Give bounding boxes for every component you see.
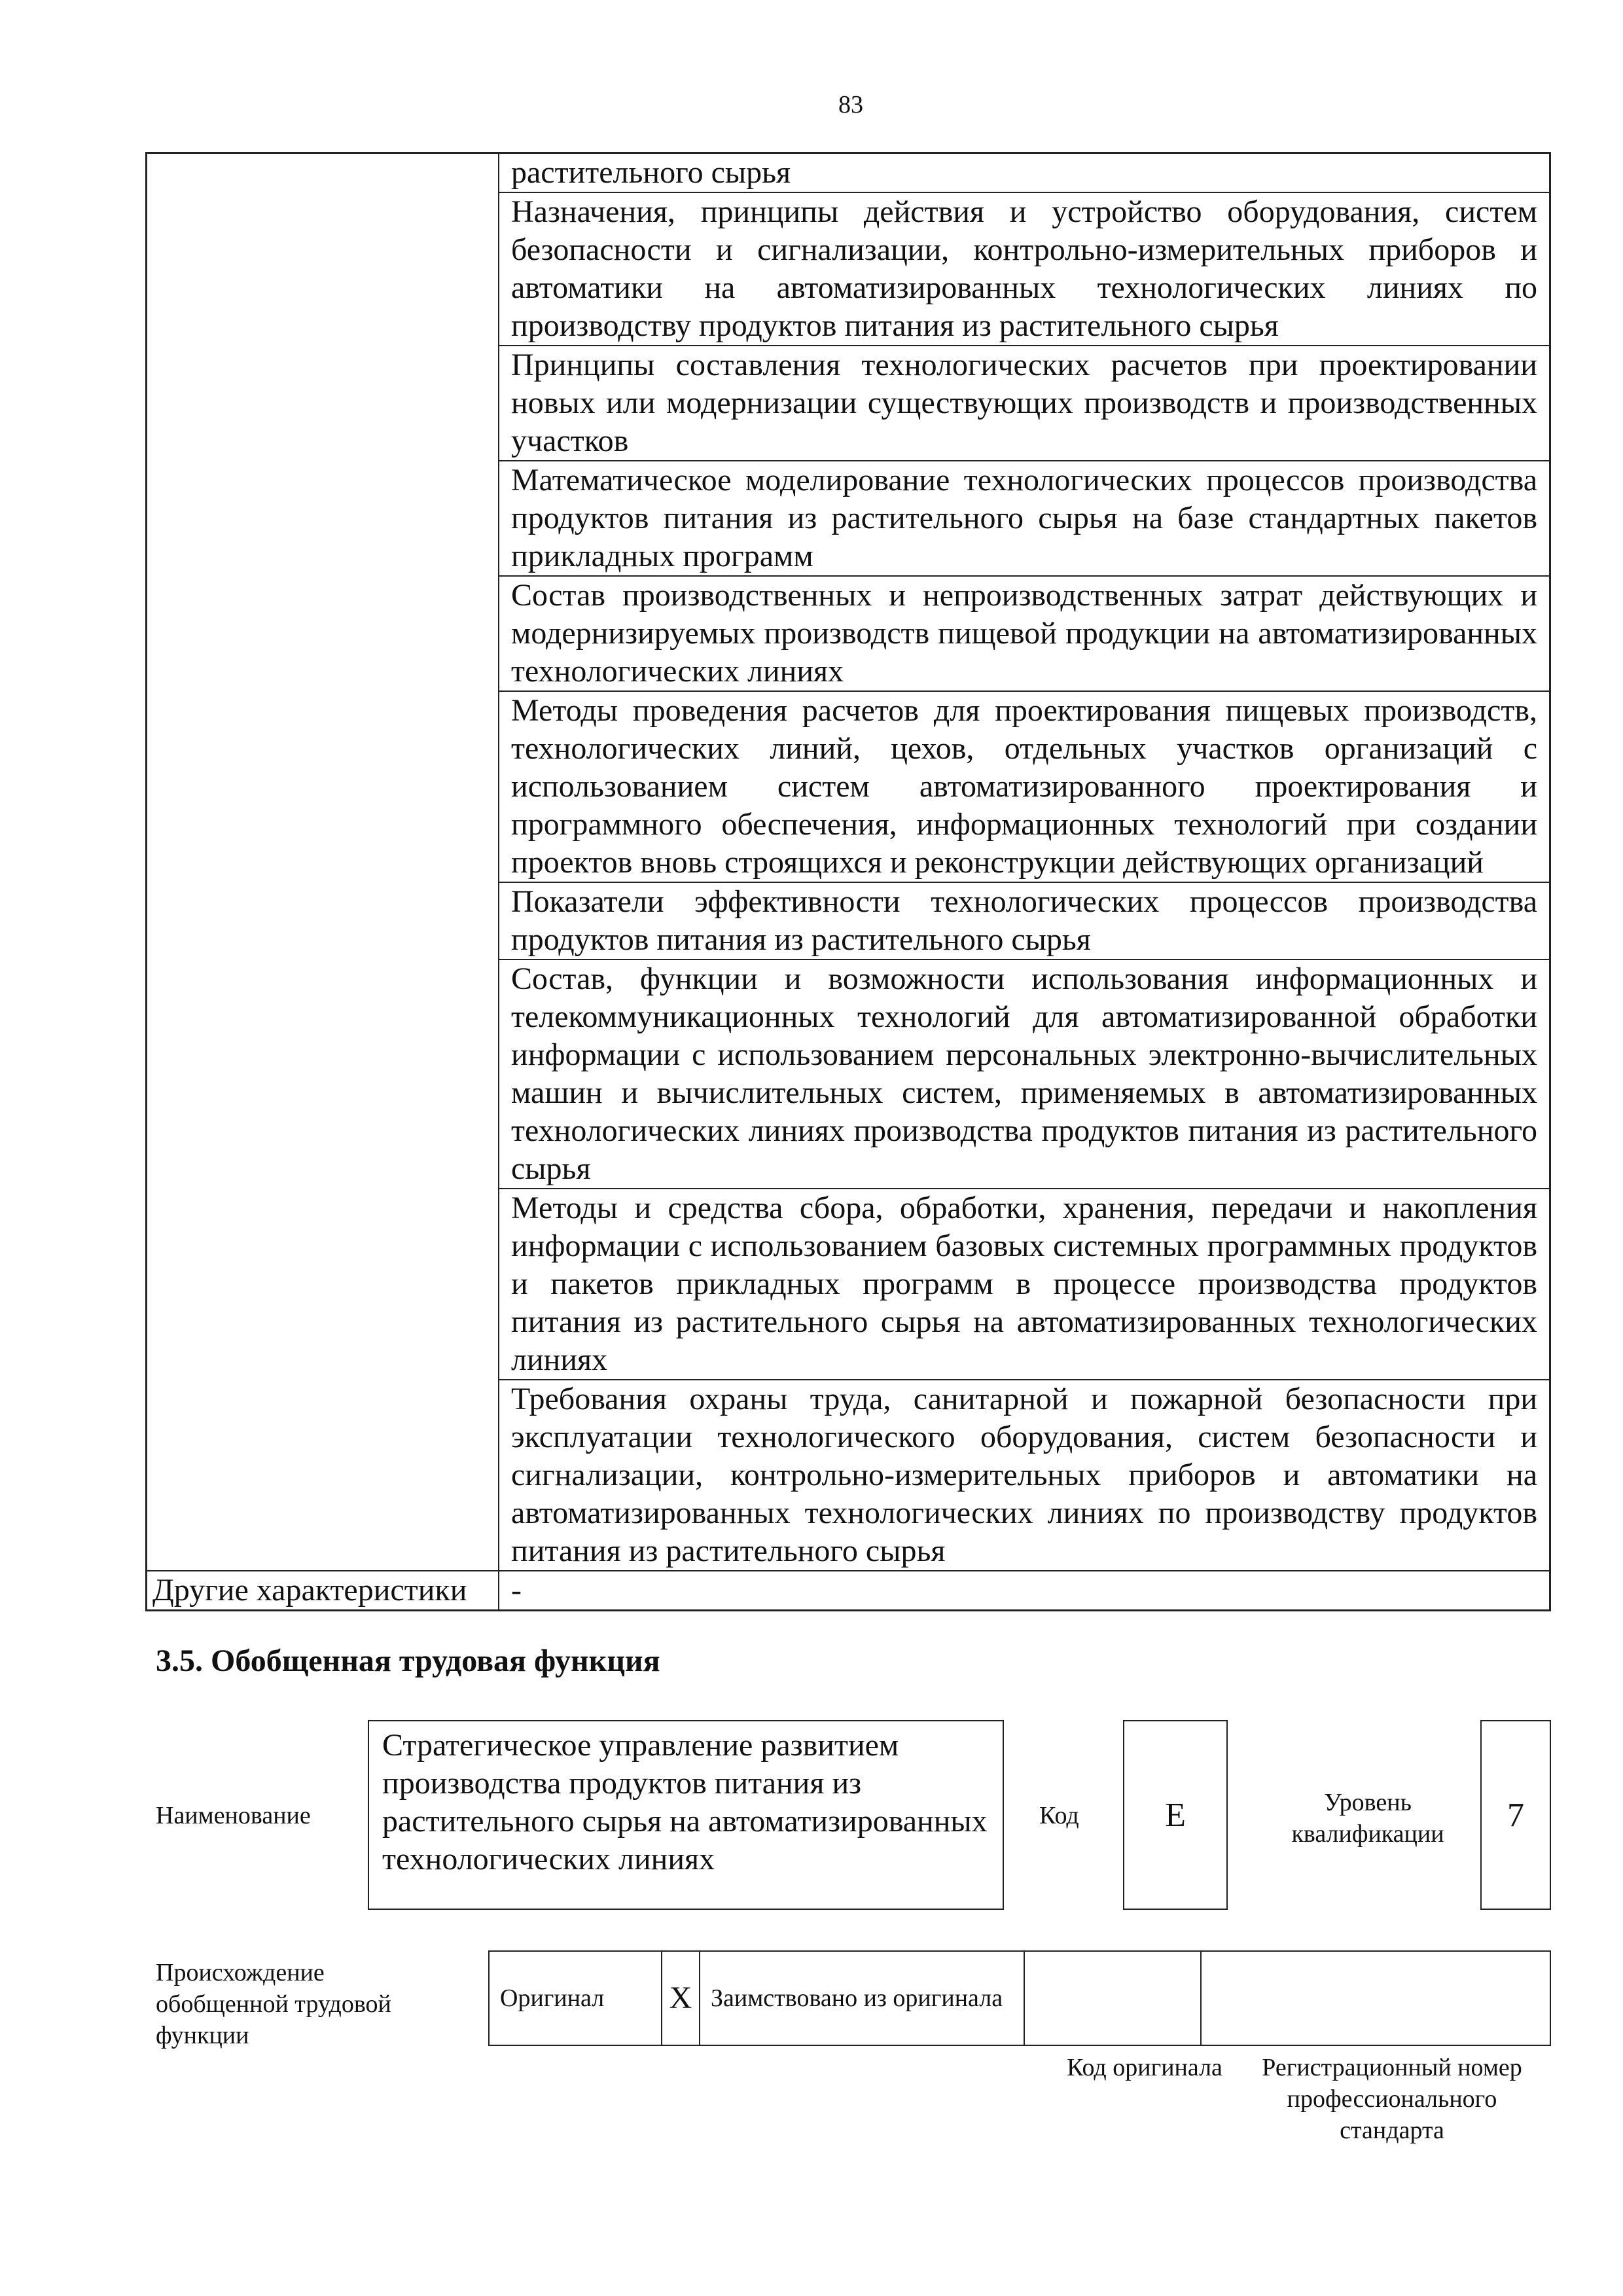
table-row xyxy=(147,153,1550,193)
original-code-cell xyxy=(1024,1951,1201,2045)
knowledge-item: растительного сырья xyxy=(499,153,1550,193)
name-value-box: Стратегическое управление развитием производства продуктов питания из растительного сырья на автоматизированных технологических линиях xyxy=(368,1720,1004,1910)
knowledge-item: Принципы составления технологических расчетов при проектировании новых или модернизации существующих производств и производственных участков xyxy=(499,346,1550,461)
origin-label: Происхождение обобщенной трудовой функции xyxy=(156,1959,391,2049)
knowledge-item: Требования охраны труда, санитарной и пожарной безопасности при эксплуатации технологического оборудования, систем безопасности и сигнализации, контрольно-измерительных приборов и автоматики на автоматизированных технологических линиях по производству продуктов питания из растительного сырья xyxy=(499,1380,1550,1571)
knowledge-item: Математическое моделирование технологических процессов производства продуктов питания из растительного сырья на базе стандартных пакетов прикладных программ xyxy=(499,461,1550,576)
reg-number-cell xyxy=(1201,1951,1550,2045)
section-title: 3.5. Обобщенная трудовая функция xyxy=(156,1643,660,1678)
origin-table xyxy=(488,1950,1551,2046)
knowledge-item: Методы и средства сбора, обработки, хранения, передачи и накопления информации с использованием базовых системных программных продуктов и пакетов прикладных программ в процессе производства продуктов питания из растительного сырья на автоматизированных технологических линиях xyxy=(499,1189,1550,1380)
code-value-box: E xyxy=(1123,1720,1228,1910)
level-value-box: 7 xyxy=(1480,1720,1551,1910)
original-label: Оригинал xyxy=(489,1951,662,2045)
knowledge-item: Состав, функции и возможности использования информационных и телекоммуникационных технологий для автоматизированной обработки информации с использованием персональных электронно-вычислительных машин и вычислительных систем, применяемых в автоматизированных технологических линиях производства продуктов питания из растительного сырья xyxy=(499,960,1550,1189)
knowledge-item: Показатели эффективности технологических процессов производства продуктов питания из растительного сырья xyxy=(499,882,1550,960)
knowledge-item: Методы проведения расчетов для проектирования пищевых производств, технологических линий, цехов, отдельных участков организаций с использованием систем автоматизированного проектирования и программного обеспечения, информационных технологий при создании проектов вновь строящихся и реконструкции действующих организаций xyxy=(499,691,1550,882)
name-label: Наименование xyxy=(156,1802,311,1829)
knowledge-item: Назначения, принципы действия и устройство оборудования, систем безопасности и сигнализации, контрольно-измерительных приборов и автоматики на автоматизированных технологических линиях по производству продуктов питания из растительного сырья xyxy=(499,192,1550,346)
table-row-other xyxy=(147,1571,1550,1611)
level-label: Уровень квалификации xyxy=(1291,1789,1444,1848)
code-label: Код xyxy=(1039,1802,1079,1829)
other-characteristics-label: Другие характеристики xyxy=(147,1571,499,1611)
table-row xyxy=(489,1951,1550,2045)
page-number: 83 xyxy=(838,91,863,118)
knowledge-table xyxy=(145,152,1551,1611)
knowledge-item: Состав производственных и непроизводственных затрат действующих и модернизируемых производств пищевой продукции на автоматизированных технологических линиях xyxy=(499,576,1550,691)
knowledge-label-cell xyxy=(147,153,499,1571)
other-characteristics-value: - xyxy=(499,1571,1550,1611)
original-code-caption: Код оригинала xyxy=(1067,2054,1222,2081)
borrowed-label: Заимствовано из оригинала xyxy=(700,1951,1024,2045)
reg-number-caption: Регистрационный номер профессионального стандарта xyxy=(1262,2054,1522,2144)
original-mark: X xyxy=(662,1951,700,2045)
